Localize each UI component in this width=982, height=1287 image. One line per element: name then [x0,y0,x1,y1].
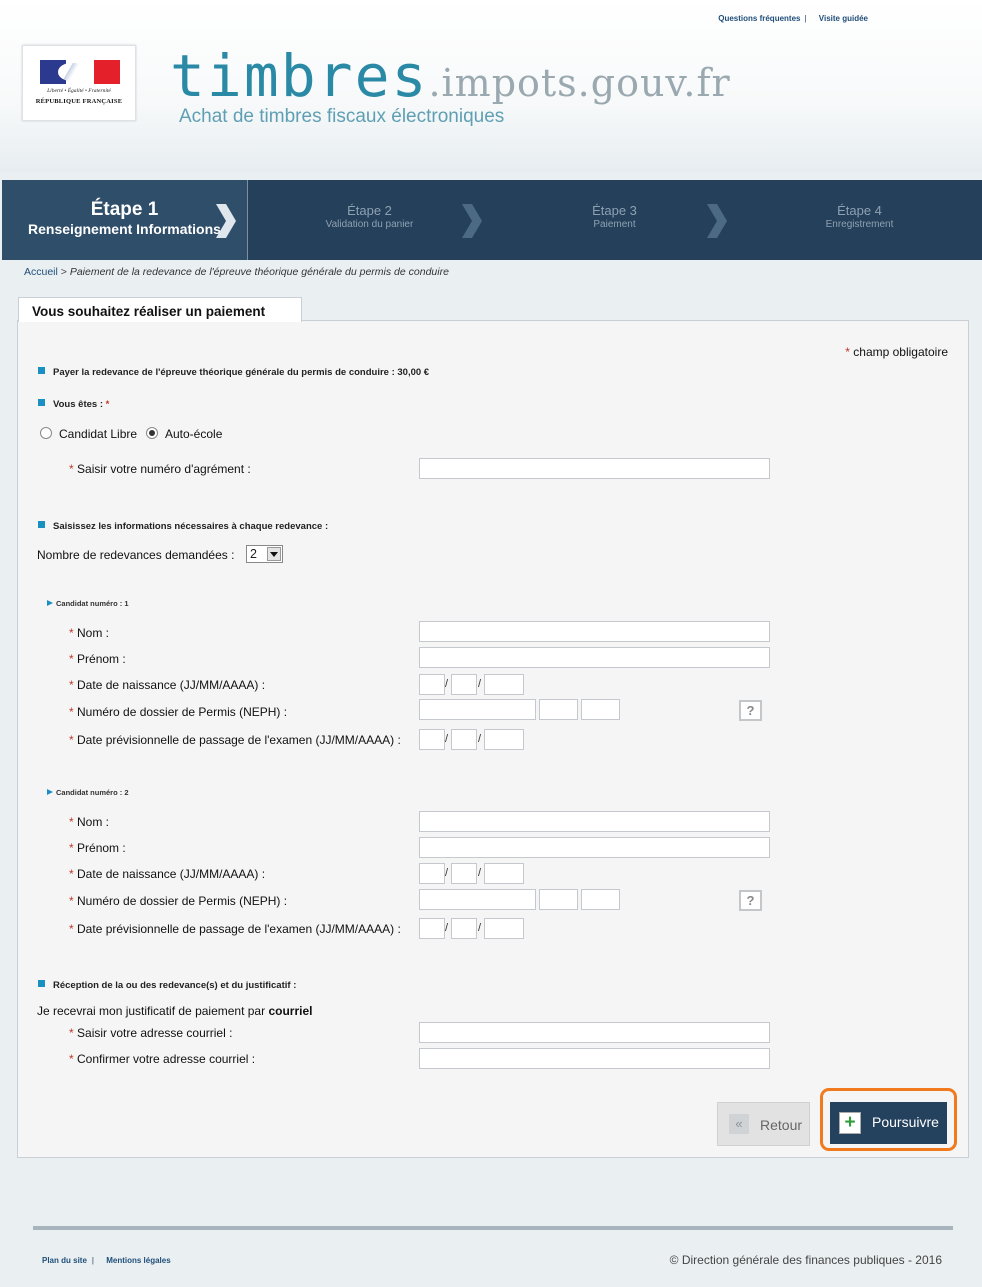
panel-tab [18,297,302,322]
sitemap-link[interactable]: Plan du site [42,1256,87,1265]
marianne-logo[interactable] [22,45,136,121]
c1-naissance-year[interactable] [484,674,524,695]
agrement-label: * Saisir votre numéro d'agrément : [69,462,251,476]
c1-naissance-month[interactable] [451,674,477,695]
bullet-icon [38,980,45,987]
c1-neph-part1[interactable] [419,699,536,720]
poursuivre-button[interactable] [830,1102,947,1144]
c1-nom-input[interactable] [419,621,770,642]
c2-exam-year[interactable] [484,918,524,939]
breadcrumb-separator: > [57,266,70,278]
step-1 [2,180,248,260]
nb-redevances-select[interactable] [246,545,283,563]
bullet-icon [38,367,45,374]
agrement-input[interactable] [419,458,770,479]
c1-neph-help-icon[interactable]: ? [739,700,762,721]
step-number: Étape 2 [347,203,392,218]
c1-exam-day[interactable] [419,729,445,750]
chevron-down-icon[interactable] [267,547,281,561]
step-4 [737,180,982,260]
step-label: Renseignement Informations [28,221,221,237]
email-input[interactable] [419,1022,770,1043]
step-number: Étape 4 [837,203,882,218]
date-separator: / [478,867,482,879]
bullet-icon [38,399,45,406]
step-label: Paiement [593,219,636,230]
brand-domain: .impots.gouv.fr [428,61,731,105]
radio-auto-ecole-label[interactable]: Auto-école [165,427,223,441]
nb-redevances-value: 2 [250,547,257,561]
c2-neph-part2[interactable] [539,889,578,910]
date-separator: / [445,867,449,879]
c1-naissance-day[interactable] [419,674,445,695]
breadcrumb [24,266,449,278]
c1-exam-year[interactable] [484,729,524,750]
brand-main: timbres [170,42,429,110]
c2-neph-label: * Numéro de dossier de Permis (NEPH) : [69,894,288,908]
flag-icon [40,60,120,84]
c2-neph-part1[interactable] [419,889,536,910]
footer-divider [33,1226,953,1230]
chevron-right-icon [705,204,727,238]
c2-naissance-year[interactable] [484,863,524,884]
c1-nom-label: * Nom : [69,626,110,640]
date-separator: / [445,733,449,745]
site-brand[interactable] [170,42,731,110]
radio-auto-ecole[interactable] [146,427,158,439]
poursuivre-button-label: Poursuivre [872,1114,939,1130]
faq-link[interactable]: Questions fréquentes [718,14,801,23]
c2-naissance-label: * Date de naissance (JJ/MM/AAAA) : [69,867,266,881]
guided-tour-link[interactable]: Visite guidée [818,14,868,23]
section-reception: Réception de la ou des redevance(s) et du justificatif : [38,980,296,991]
c2-naissance-day[interactable] [419,863,445,884]
c2-nom-label: * Nom : [69,815,110,829]
radio-candidat-libre-label[interactable]: Candidat Libre [59,427,138,441]
breadcrumb-home-link[interactable]: Accueil [24,266,58,278]
step-number: Étape 3 [592,203,637,218]
retour-button[interactable] [717,1102,810,1146]
c2-nom-input[interactable] [419,811,770,832]
c1-naissance-label: * Date de naissance (JJ/MM/AAAA) : [69,678,266,692]
legal-link[interactable]: Mentions légales [106,1256,171,1265]
step-label: Validation du panier [325,219,414,230]
chevron-right-icon [214,204,236,238]
c2-neph-part3[interactable] [581,889,620,910]
logo-name: RÉPUBLIQUE FRANÇAISE [35,98,123,105]
retour-button-label: Retour [760,1117,803,1133]
email-label: * Saisir votre adresse courriel : [69,1026,233,1040]
copyright: © Direction générale des finances publiques - 2016 [669,1253,942,1267]
plus-icon: + [839,1112,861,1134]
double-chevron-left-icon: « [729,1114,749,1134]
radio-candidat-libre[interactable] [40,427,52,439]
section-vous-etes: Vous êtes : * [38,399,109,410]
c2-neph-help-icon[interactable]: ? [739,890,762,911]
steps-bar [2,180,982,260]
c1-prenom-input[interactable] [419,647,770,668]
c2-prenom-input[interactable] [419,837,770,858]
c1-exam-label: * Date prévisionnelle de passage de l'examen (JJ/MM/AAAA) : [69,733,401,747]
c1-neph-part2[interactable] [539,699,578,720]
recevrai-text: Je recevrai mon justificatif de paiement par courriel [37,1004,313,1018]
section-pay: Payer la redevance de l'épreuve théorique générale du permis de conduire : 30,00 € [38,367,429,378]
date-separator: / [445,922,449,934]
site-subtitle: Achat de timbres fiscaux électroniques [179,106,505,127]
c1-prenom-label: * Prénom : [69,652,126,666]
email-confirm-input[interactable] [419,1048,770,1069]
c1-neph-part3[interactable] [581,699,620,720]
top-links: Questions fréquentes | Visite guidée [718,14,868,23]
email-confirm-label: * Confirmer votre adresse courriel : [69,1052,256,1066]
step-2 [247,180,492,260]
c2-prenom-label: * Prénom : [69,841,126,855]
candidate-1-title: Candidat numéro : 1 [47,599,129,608]
c2-exam-day[interactable] [419,918,445,939]
date-separator: / [445,678,449,690]
date-separator: / [478,922,482,934]
nb-redevances-label: Nombre de redevances demandées : [37,548,235,562]
step-number: Étape 1 [90,199,159,220]
footer-links: Plan du site | Mentions légales [42,1256,171,1265]
section-infos: Saisissez les informations nécessaires à chaque redevance : [38,521,328,532]
triangle-right-icon [47,600,53,606]
triangle-right-icon [47,789,53,795]
step-label: Enregistrement [825,219,894,230]
c2-exam-month[interactable] [451,918,477,939]
c1-neph-label: * Numéro de dossier de Permis (NEPH) : [69,705,288,719]
panel-title: Vous souhaitez réaliser un paiement [32,304,266,319]
logo-motto: Liberté • Égalité • Fraternité [47,88,111,94]
c2-naissance-month[interactable] [451,863,477,884]
step-3 [492,180,737,260]
bullet-icon [38,521,45,528]
date-separator: / [478,733,482,745]
chevron-right-icon [460,204,482,238]
date-separator: / [478,678,482,690]
breadcrumb-current: Paiement de la redevance de l'épreuve théorique générale du permis de conduire [69,266,449,278]
candidate-2-title: Candidat numéro : 2 [47,788,129,797]
required-note: * champ obligatoire [845,345,948,359]
c1-exam-month[interactable] [451,729,477,750]
c2-exam-label: * Date prévisionnelle de passage de l'examen (JJ/MM/AAAA) : [69,922,401,936]
